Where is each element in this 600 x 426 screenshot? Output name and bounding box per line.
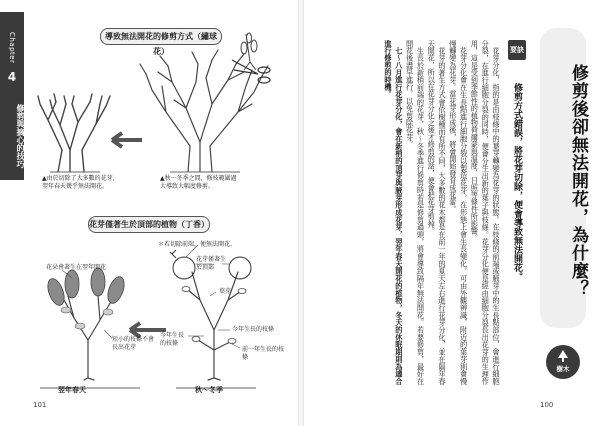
figure2-title: 花芽僅著生於頂部的植物（丁香） bbox=[88, 216, 210, 233]
label-spring-flower: 花朵會著生在翌年開花 bbox=[46, 264, 107, 271]
cut-branch-drawing bbox=[241, 33, 257, 70]
figure1-caption-after: ▲由於切除了大多數的花芽，翌年春天幾乎無法開花。 bbox=[42, 175, 119, 190]
pruned-tree-drawing bbox=[38, 94, 110, 172]
page-title: 修剪後卻無法開花，為什麼？ bbox=[568, 64, 588, 298]
article-body bbox=[333, 40, 501, 385]
page-number-right: 100 bbox=[540, 401, 554, 409]
figure1-title: 導致無法開花的修剪方式（繡球花） bbox=[100, 28, 222, 45]
full-tree-drawing bbox=[140, 50, 268, 172]
key-point-badge: 要訣 bbox=[508, 40, 526, 60]
highlight-circle-right bbox=[229, 257, 251, 279]
label-this-year-2: 今年生長的枝條 bbox=[160, 332, 185, 347]
label-leaf-bud: 葉芽 bbox=[219, 288, 232, 295]
highlight-circle-left bbox=[173, 257, 195, 279]
chapter-title: 修剪與摘心的技巧 bbox=[16, 104, 25, 168]
label-this-year: 今年生長的枝條 bbox=[232, 326, 275, 333]
lilac-spring-drawing bbox=[64, 296, 112, 380]
label-autumn: 秋～冬季 bbox=[195, 386, 223, 394]
label-short-branch: 短小的枝條不會長出花芽 bbox=[112, 336, 155, 351]
arrow-left-icon bbox=[112, 133, 142, 147]
label-flower-bud: 花芽僅著生於頂部 bbox=[196, 256, 227, 271]
paragraph: 花芽的著生方式會依樹種而有所不同，大多數的花木都是在前一年的夏天左右進行花芽分化，並在隔年春天開花，所以在花芽分化之後才修剪的話，便會把花芽剪掉。 bbox=[427, 40, 448, 385]
page-number-left: 101 bbox=[33, 401, 47, 409]
figure2-note: ＊若切除前端，便無法開花。 bbox=[158, 241, 237, 248]
label-last-year: 前一年生長的枝條 bbox=[242, 346, 285, 361]
paragraph: 花芽分化會在生長點進行細胞分裂以製造花芽，在形態上會生長變化，可由外觀辨識，附近的葉芽則會慢慢轉變為花芽。當花芽形成後，將會開始發育成花蕾。 bbox=[448, 40, 469, 385]
figure1-caption-before: ▲秋～冬季之間，修枝範圍過大導致大幅度修剪。 bbox=[160, 175, 237, 190]
lilac-flower-clusters bbox=[45, 268, 128, 308]
chapter-number: 4 bbox=[7, 70, 17, 84]
cut-mark-icon bbox=[170, 250, 176, 258]
paragraph: 七～八月進行花芽分化，會在新梢的頂芽與腋芽形成花芽，翌年春天開花的植物，冬天的休眠期則為適合進行修剪的時機。 bbox=[384, 40, 404, 385]
subtitle: 修剪方式錯誤，將花芽切除，便會導致無法開花。 bbox=[512, 83, 522, 281]
paragraph: 生長於新梢前端的花芽，秋～冬季進行修剪時若是修剪過頭，將會導致隔年無法開花。若要修剪，最好在開花後盡早進行，以免剪除花芽。 bbox=[405, 40, 426, 385]
chapter-label: Chapter bbox=[8, 32, 16, 64]
category-label: 樹木 bbox=[556, 365, 570, 373]
tree-icon bbox=[558, 350, 568, 362]
label-spring: 翌年春天 bbox=[58, 386, 86, 394]
paragraph: 花芽分化，指的是由枝條中的葉芽轉變為花芽的狀態。在枝條的前端或腋芽中的生長點部位，會進行細胞分裂，在進行細胞分裂的同時，便會分生出新的葉子與枝條。花芽分化便是經由細胞分裂長出花芽的生理作用，這是受到季節性的植物荷爾蒙與溫度、日照等條件所影響。 bbox=[470, 40, 501, 385]
